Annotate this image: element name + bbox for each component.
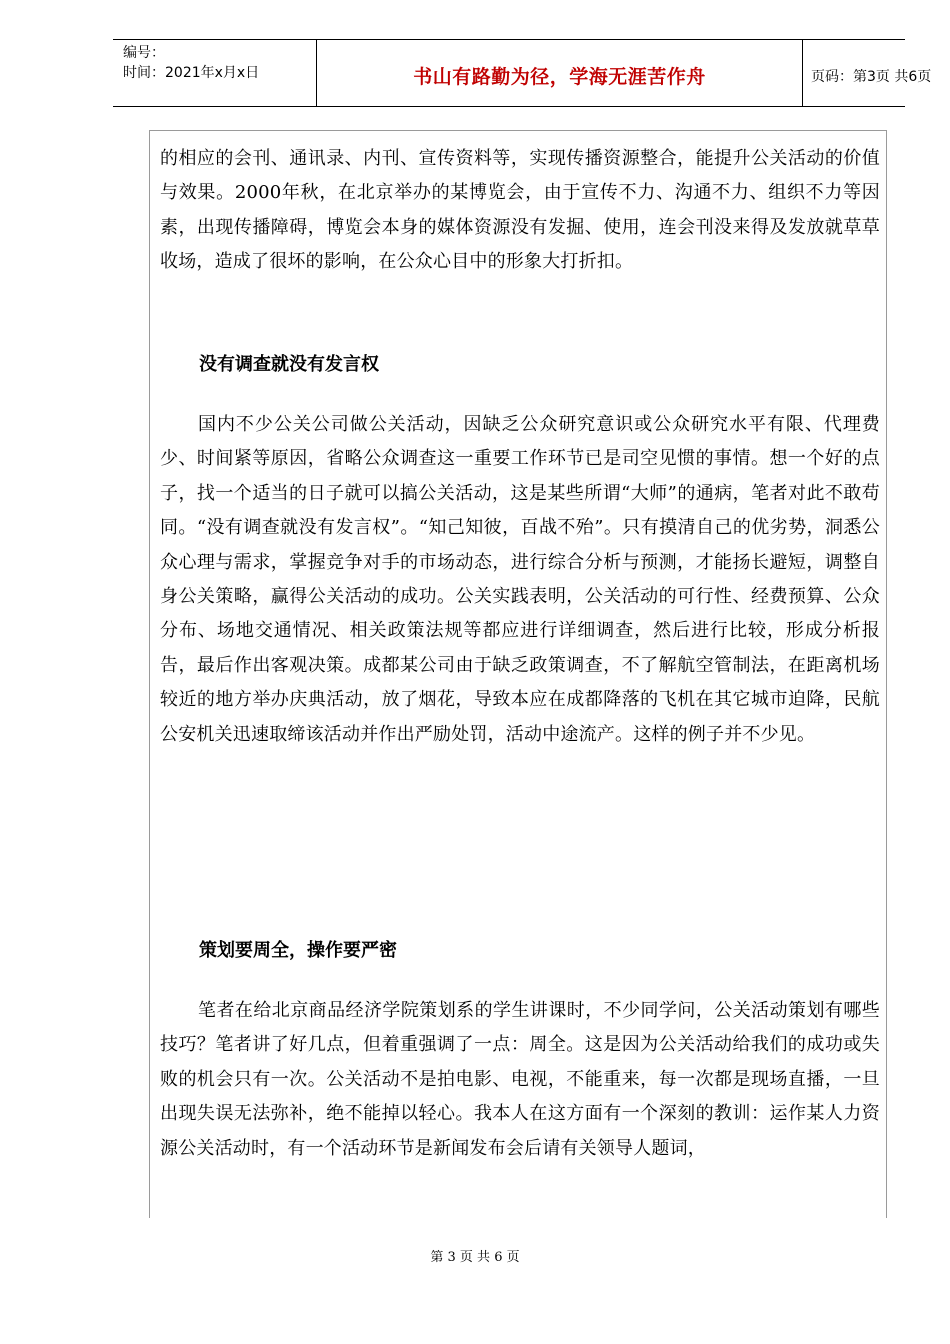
header-meta-cell	[113, 40, 316, 106]
section-heading-investigation: 没有调查就没有发言权	[199, 354, 379, 375]
body-paragraph-2: 国内不少公关公司做公关活动，因缺乏公众研究意识或公众研究水平有限、代理费少、时间紧等原因，省略公众调查这一重要工作环节已是司空见惯的事情。想一个好的点子，找一个适当的日子就可以搞公关活动，这是某些所谓“大师”的通病，笔者对此不敢苟同。“没有调查就没有发言权”。“知己知彼，百战不殆”。只有摸清自己的优劣势，洞悉公众心理与需求，掌握竞争对手的市场动态，进行综合分析与预测，才能扬长避短，调整自身公关策略，赢得公关活动的成功。公关实践表明，公关活动的可行性、经费预算、公众分布、场地交通情况、相关政策法规等都应进行详细调查，然后进行比较，形成分析报告，最后作出客观决策。成都某公司由于缺乏政策调查，不了解航空管制法，在距离机场较近的地方举办庆典活动，放了烟花，导致本应在成都降落的飞机在其它城市迫降，民航公安机关迅速取缔该活动并作出严励处罚，活动中途流产。这样的例子并不少见。	[160, 414, 880, 745]
section-heading-planning: 策划要周全，操作要严密	[199, 940, 397, 961]
header-page-cell	[803, 40, 932, 106]
document-number-label: 编号：	[123, 45, 165, 61]
document-header	[113, 39, 932, 107]
document-time-label: 时间：2021年x月x日	[123, 65, 260, 81]
body-paragraph-3: 笔者在给北京商品经济学院策划系的学生讲课时，不少同学问，公关活动策划有哪些技巧？笔者讲了好几点，但着重强调了一点：周全。这是因为公关活动给我们的成功或失败的机会只有一次。公关活动不是拍电影、电视，不能重来，每一次都是现场直播，一旦出现失误无法弥补，绝不能掉以轻心。我本人在这方面有一个深刻的教训：运作某人力资源公关活动时，有一个活动环节是新闻发布会后请有关领导人题词，	[160, 1000, 880, 1159]
header-page-code: 页码：第3页 共6页	[811, 69, 932, 85]
header-motto-cell	[316, 40, 803, 106]
page-footer: 第 3 页 共 6 页	[430, 1250, 520, 1265]
header-motto: 书山有路勤为径，学海无涯苦作舟	[413, 66, 706, 88]
body-paragraph-1: 的相应的会刊、通讯录、内刊、宣传资料等，实现传播资源整合，能提升公关活动的价值与效果。2000年秋，在北京举办的某博览会，由于宣传不力、沟通不力、组织不力等因素，出现传播障碍，博览会本身的媒体资源没有发掘、使用，连会刊没来得及发放就草草收场，造成了很坏的影响，在公众心目中的形象大打折扣。	[160, 148, 880, 273]
